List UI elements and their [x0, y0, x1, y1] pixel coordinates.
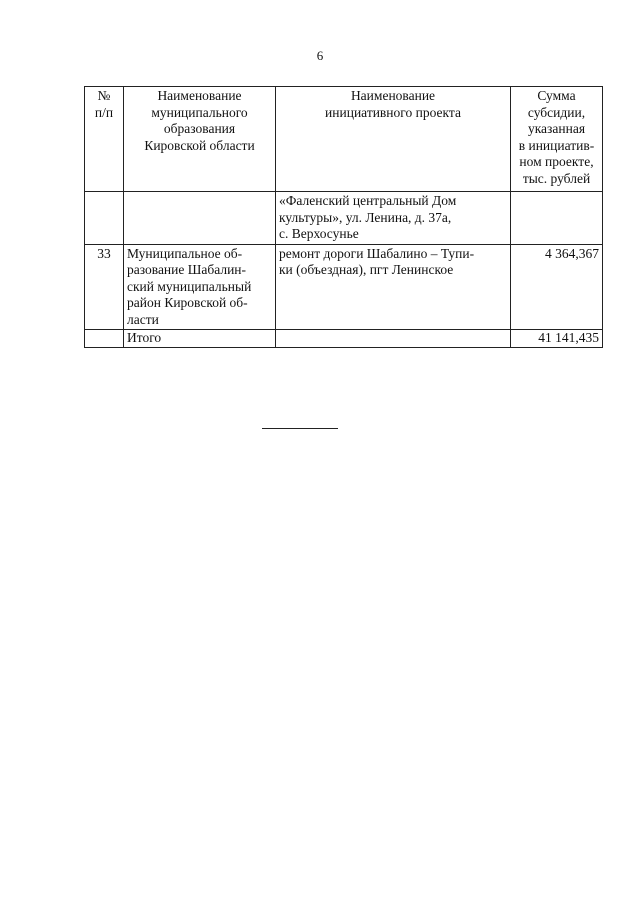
row-amount	[511, 192, 603, 245]
table-header-row	[85, 87, 603, 192]
total-amount: 41 141,435	[511, 330, 603, 348]
total-empty-cell	[276, 330, 511, 348]
page-number: 6	[316, 48, 324, 63]
row-municipality	[124, 192, 276, 245]
row-project: ремонт дороги Шабалино – Тупи- ки (объездная), пгт Ленинское	[276, 244, 511, 330]
closing-divider	[262, 428, 338, 429]
total-row	[85, 330, 603, 348]
header-municipality: Наименование муниципального образования Кировской области	[124, 87, 276, 192]
row-project: «Фаленский центральный Дом культуры», ул. Ленина, д. 37а, с. Верхосунье	[276, 192, 511, 245]
header-number: № п/п	[85, 87, 124, 192]
row-number: 33	[85, 244, 124, 330]
total-label: Итого	[124, 330, 276, 348]
table-row	[85, 192, 603, 245]
table-row	[85, 244, 603, 330]
row-number	[85, 192, 124, 245]
row-municipality: Муниципальное об- разование Шабалин- ский муниципальный район Кировской об- ласти	[124, 244, 276, 330]
row-amount: 4 364,367	[511, 244, 603, 330]
total-empty-cell	[85, 330, 124, 348]
header-project: Наименование инициативного проекта	[276, 87, 511, 192]
subsidy-table	[84, 86, 603, 348]
header-amount: Сумма субсидии, указанная в инициатив- ном проекте, тыс. рублей	[511, 87, 603, 192]
